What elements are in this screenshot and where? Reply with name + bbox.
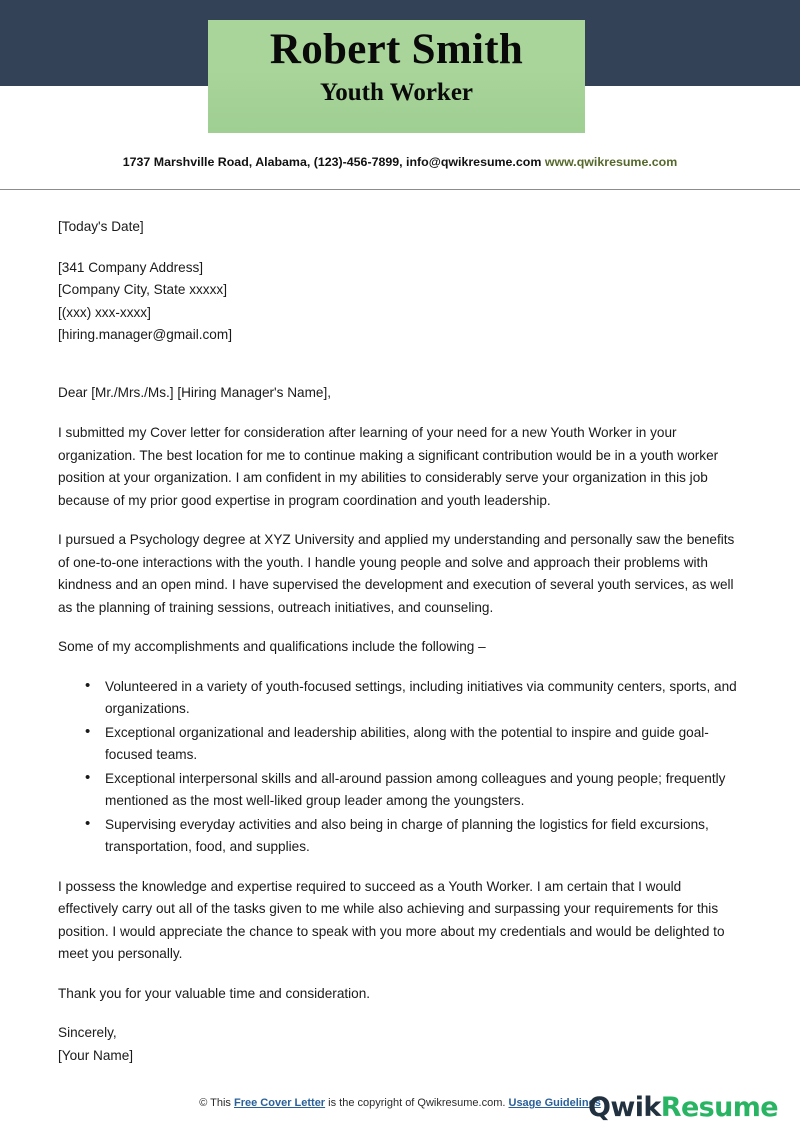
name-title-box xyxy=(208,20,585,133)
signature-name-placeholder: [Your Name] xyxy=(58,1047,134,1063)
recipient-address-line: [341 Company Address] xyxy=(58,259,204,275)
salutation-line: Dear [Mr./Mrs./Ms.] [Hiring Manager's Name], xyxy=(58,384,332,400)
document-footer xyxy=(0,1092,800,1130)
free-cover-letter-link[interactable]: Free Cover Letter xyxy=(234,1097,326,1109)
copyright-prefix: © This xyxy=(199,1097,234,1109)
contact-website-url[interactable]: www.qwikresume.com xyxy=(544,155,678,169)
header-divider-rule xyxy=(0,189,800,190)
list-item: • Exceptional organizational and leadership abilities, along with the potential to inspire and guide goal-focused teams. xyxy=(58,722,745,767)
applicant-job-title: Youth Worker xyxy=(319,79,474,107)
list-item: • Volunteered in a variety of youth-focused settings, including initiatives via community centers, sports, and organizations. xyxy=(58,676,745,721)
contact-details-text: 1737 Marshville Road, Alabama, (123)-456-7899, info@qwikresume.com xyxy=(122,155,542,169)
applicant-name: Robert Smith xyxy=(269,26,524,73)
thank-you-line: Thank you for your valuable time and consideration. xyxy=(58,985,371,1001)
usage-guidelines-link[interactable]: Usage Guidelines xyxy=(508,1097,601,1109)
list-item: • Exceptional interpersonal skills and all-around passion among colleagues and young people; frequently mentioned as the most well-liked group leader among the youngsters. xyxy=(58,768,745,813)
recipient-phone-line: [(xxx) xxx-xxxx] xyxy=(58,304,151,320)
recipient-email-line: [hiring.manager@gmail.com] xyxy=(58,327,232,342)
date-placeholder: [Today's Date] xyxy=(58,219,144,234)
body-paragraph-1: I submitted my Cover letter for consideration after learning of your need for a new Youth Worker in your organization. The best location for me to continue making a significant contribution would be in a youth worker position at your organization. I am confident in my abilities to considerably serve your organization in this job because of my prior good expertise in program coordination and youth leadership. xyxy=(58,425,719,508)
contact-info-line xyxy=(0,155,800,169)
recipient-city-line: [Company City, State xxxxx] xyxy=(58,282,227,297)
qualifications-list xyxy=(58,676,745,859)
qualifications-intro: Some of my accomplishments and qualifications include the following – xyxy=(58,639,486,654)
sign-off-line: Sincerely, xyxy=(58,1025,117,1040)
qwikresume-logo[interactable] xyxy=(588,1092,778,1123)
body-paragraph-2: I pursued a Psychology degree at XYZ University and applied my understanding and personally saw the benefits of one-to-one interactions with the youth. I handle young people and solve and approach their problems with kindness and an open mind. I have supervised the development and execution of several youth services, as well as the planning of training sessions, outreach initiatives, and counseling. xyxy=(58,532,735,615)
logo-text-qwik: Qwik xyxy=(588,1092,661,1123)
body-paragraph-3: I possess the knowledge and expertise required to succeed as a Youth Worker. I am certain that I would effectively carry out all of the tasks given to me while also achieving and surpassing your requirements for this position. I would appreciate the chance to speak with you more about my credentials and would be delighted to meet you personally. xyxy=(58,878,725,961)
cover-letter-body xyxy=(58,216,745,1067)
recipient-address-block xyxy=(58,257,745,347)
logo-text-resume: Resume xyxy=(660,1092,778,1123)
copyright-middle: is the copyright of Qwikresume.com. xyxy=(325,1097,509,1109)
signature-block xyxy=(58,1022,745,1067)
list-item: • Supervising everyday activities and also being in charge of planning the logistics for field excursions, transportation, food, and supplies. xyxy=(58,814,745,859)
document-header xyxy=(0,0,800,190)
